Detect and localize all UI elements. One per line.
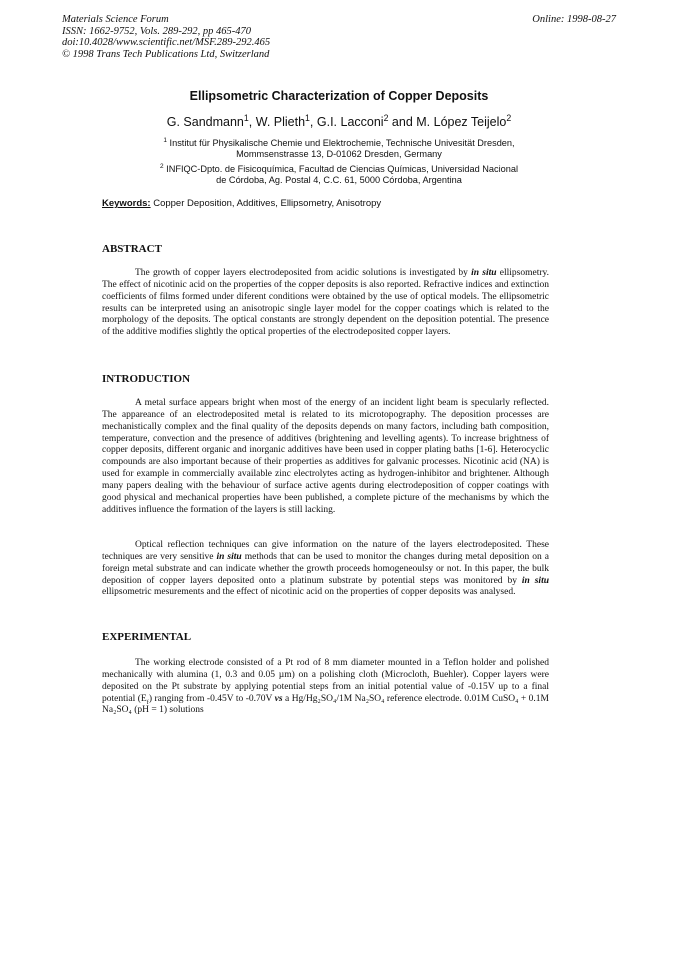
affiliation-mark: 2 <box>160 162 164 170</box>
author-affiliation-mark: 2 <box>506 112 512 123</box>
introduction-paragraph-1: A metal surface appears bright when most of the energy of an incident light beam is specularly reflected. The appareance of an electrodeposited metal is related to its microtopography. The deposition processes are mechanistically complex and the final quality of the deposits depends on many factors, including bath composition, temperature, convection and the presence of additives (brightening and levelling agents). To increase brightness of copper deposits, different organic and inorganic additives have been used in copper plating baths [1-6]. Heterocyclic compounds are also important because of their properties as additives for galvanic processes. Nicotinic acid (NA) is used for example in commercially available zinc electrolytes acting as hydrogen-inhibitor and brightener. Although many papers dealing with the behaviour of surface active agents during electrodeposition of copper coatings with good physical and mechanical properties have been published, a complete picture of the mechanisms by which the additives influence the formation of the layers is still lacking. <box>102 398 549 515</box>
affiliation-line: INFIQC-Dpto. de Fisicoquímica, Facultad de Ciencias Químicas, Universidad Nacional <box>166 164 518 174</box>
experimental-heading: EXPERIMENTAL <box>102 631 192 643</box>
author-separator: and <box>388 115 417 129</box>
text-run: The working electrode consisted of a Pt rod of 8 mm diameter mounted in a Teflon holder and polished mechanically with alumina (1, 0.3 and 0.05 µm) on a polishing cloth (Microcloth, Buehler). Copper layers were deposited on the Pt substrate by applying potential steps from an initial potential value of -0.15V up to a final potential (E <box>102 658 549 704</box>
affiliation-line: Mommsenstrasse 13, D-01062 Dresden, Germany <box>236 149 442 160</box>
text-run: Optical reflection techniques can give information on the nature of the layers electrodeposited. These techniques are very sensitive <box>102 540 549 562</box>
text-run: ellipsometric mesurements and the effect of nicotinic acid on the properties of copper deposits was analysed. <box>102 587 516 598</box>
abstract-paragraph <box>102 268 549 339</box>
experimental-paragraph <box>102 658 549 717</box>
text-run: methods that can be used to monitor the changes during metal deposition on a foreign metal substrate and can indicate whether the growth proceeds homogeneoulsy or not. In this paper, the bulk deposition of copper layers deposited onto a platinum substrate by potential steps was monitored by <box>102 551 549 586</box>
affiliation-line: de Córdoba, Ag. Postal 4, C.C. 61, 5000 Córdoba, Argentina <box>216 175 462 186</box>
emphasis: vs <box>274 693 283 704</box>
author-name: G.I. Lacconi <box>316 115 384 129</box>
author-separator: , <box>309 115 317 129</box>
copyright-line: © 1998 Trans Tech Publications Ltd, Switzerland <box>62 48 270 60</box>
keywords-label: Keywords: <box>102 198 151 209</box>
text-run: The growth of copper layers electrodeposited from acidic solutions is investigated by <box>135 268 472 278</box>
subscript: f <box>146 698 149 706</box>
text-run: ellipsometry. The effect of nicotinic acid on the properties of the copper deposits is also reported. Refractive indices and extinction coefficients of films formed under diferent conditions were obtained by the use of optical models. The ellipsometric results can be interpreted using an anisotropic single layer model for the copper coatings which is related to the morphology of the deposits. The optical constants are strongly dependent on the deposition potential. The presence of the additive modifies slightly the optical properties of the electrodeposited copper layers. <box>102 268 550 338</box>
emphasis: in situ <box>471 268 497 278</box>
doi-line[interactable]: doi:10.4028/www.scientific.net/MSF.289-292.465 <box>62 37 271 49</box>
online-date: Online: 1998-08-27 <box>532 14 616 25</box>
paper-title: Ellipsometric Characterization of Copper Deposits <box>189 89 489 103</box>
introduction-heading: INTRODUCTION <box>102 373 191 385</box>
journal-header <box>62 14 270 60</box>
journal-name: Materials Science Forum <box>62 14 169 25</box>
author-affiliation-mark: 2 <box>383 112 389 123</box>
author-name: G. Sandmann <box>166 115 244 129</box>
author-affiliation-mark: 1 <box>305 112 310 123</box>
author-name: M. López Teijelo <box>416 115 507 129</box>
emphasis: in situ <box>521 575 549 586</box>
text-run: a Hg/Hg₂SO₄/1M Na₂SO₄ reference electrode. 0.01M CuSO₄ + 0.1M Na₂SO₄ (pH = 1) solutions <box>102 693 550 716</box>
author-name: W. Plieth <box>255 115 306 129</box>
introduction-paragraph-2 <box>102 540 549 599</box>
author-list <box>0 112 678 129</box>
affiliation-1 <box>0 138 678 161</box>
emphasis: in situ <box>216 551 242 562</box>
issn-line: ISSN: 1662-9752, Vols. 289-292, pp 465-470 <box>62 25 251 37</box>
keywords-list: Copper Deposition, Additives, Ellipsometry, Anisotropy <box>153 198 382 209</box>
abstract-heading: ABSTRACT <box>102 243 162 255</box>
affiliation-line: Institut für Physikalische Chemie und Elektrochemie, Technische Univesität Dresden, <box>169 138 515 148</box>
author-affiliation-mark: 1 <box>243 112 249 123</box>
text-run: ) ranging from -0.45V to -0.70V <box>148 693 275 704</box>
author-separator: , <box>248 115 256 129</box>
affiliation-mark: 1 <box>163 136 167 144</box>
affiliation-2 <box>0 164 678 187</box>
keywords <box>102 198 381 209</box>
